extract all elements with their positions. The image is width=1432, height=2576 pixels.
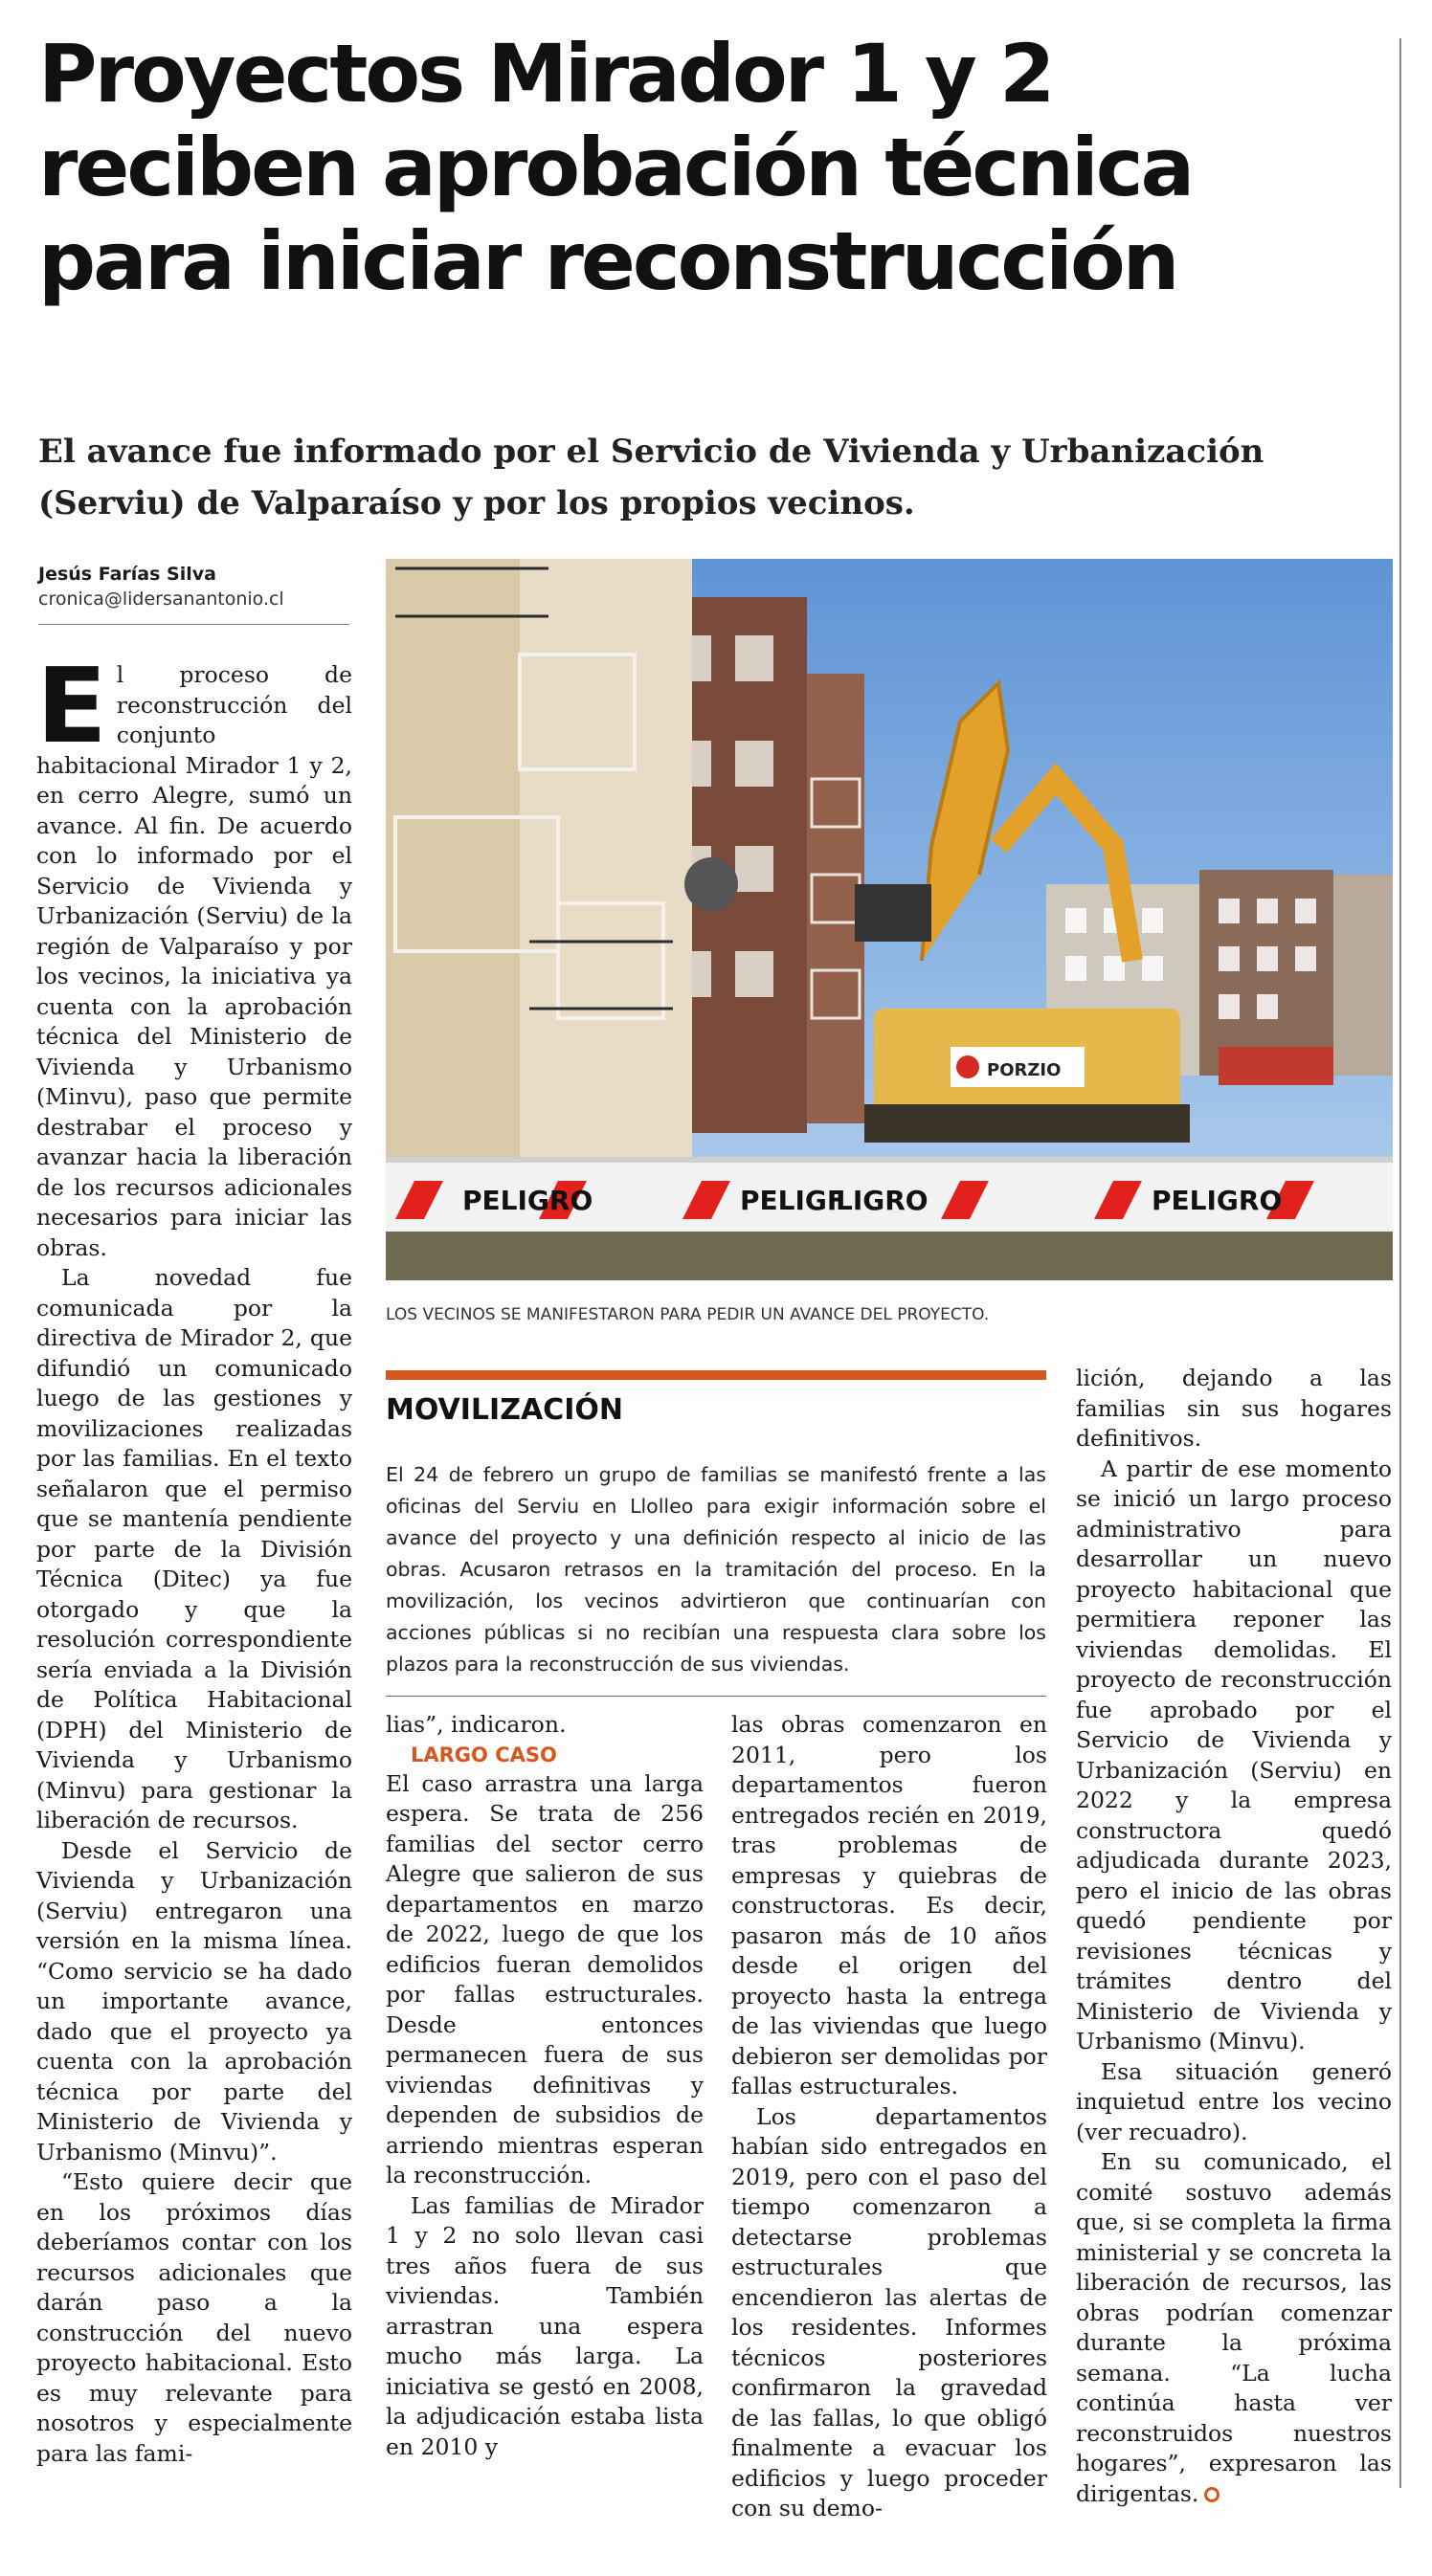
paragraph: lias”, indicaron.: [386, 1711, 567, 1738]
machine-brand: PORZIO: [987, 1060, 1062, 1080]
paragraph: Desde el Servicio de Vivienda y Urbanización (Serviu) entregaron una versión en la misma línea. “Como servicio se ha dado un importante avance, dado que el proyecto ya cuenta con la aprobación técnica por parte del Ministerio de Vivienda y Urbanismo (Minvu)”.: [36, 1836, 352, 2165]
article-column-2: [386, 1710, 704, 2462]
peligro-sign-2: PELIGF: [740, 1185, 846, 1216]
headline-line-2: reciben aprobación técnica: [38, 121, 1193, 214]
porzio-logo-icon: [956, 1055, 979, 1078]
paragraph: Los departamentos habían sido entregados en 2019, pero con el paso del tiempo comenzaron a detectarse problemas estructurales que encendieron las alertas de los residentes. Informes técnicos posteriores confirmaron la gravedad de las fallas, lo que obligó finalmente a evacuar los edificios y luego proceder con su demo-: [731, 2102, 1047, 2521]
peligro-sign-4: PELIGRO: [1152, 1185, 1283, 1216]
byline-divider: [38, 624, 349, 625]
paragraph: [36, 647, 352, 1263]
construction-scene: [386, 559, 1393, 1280]
sidebar-text: El 24 de febrero un grupo de familias se manifestó frente a las oficinas del Serviu en Llolleo para exigir información sobre el avance del proyecto y una definición respecto al inicio de las obras. Acusaron retrasos en la tramitación del proceso. En la movilización, los vecinos advirtieron que continuarían con acciones públicas si no recibían una respuesta clara sobre los plazos para la reconstrucción de sus viviendas.: [386, 1463, 1046, 1676]
sidebar-accent-bar: [386, 1370, 1046, 1380]
author-name: Jesús Farías Silva: [38, 564, 216, 585]
sidebar-divider: [386, 1696, 1046, 1697]
paragraph: La novedad fue comunicada por la directiva de Mirador 2, que difundió un comunicado luego de las gestiones y movilizaciones realizadas por las familias. En el texto señalaron que el permiso que se mantenía pendiente por parte de la División Técnica (Ditec) ya fue otorgado y que la resolución correspondiente sería enviada a la División de Política Habitacional (DPH) del Ministerio de Vivienda y Urbanismo (Minvu) para gestionar la liberación de recursos.: [36, 1264, 352, 1833]
paragraph: El caso arrastra una larga espera. Se trata de 256 familias del sector cerro Alegre que salieron de sus departamentos en marzo de 2022, luego de que los edificios fueran demolidos por fallas estructurales. Desde entonces permanecen fuera de sus viviendas definitivas y dependen de subsidios de arriendo mientras esperan la reconstrucción.: [386, 1769, 704, 2188]
photo-caption: LOS VECINOS SE MANIFESTARON PARA PEDIR UN AVANCE DEL PROYECTO.: [386, 1305, 990, 1324]
paragraph: Esa situación generó inquietud entre los vecino (ver recuadro).: [1076, 2057, 1392, 2145]
paragraph: “Esto quiere decir que en los próximos días deberíamos contar con los recursos adicionales que darán paso a la construcción del nuevo proyecto habitacional. Esto es muy relevante para nosotros y especialmente para las fami-: [36, 2168, 352, 2467]
deck: El avance fue informado por el Servicio de Vivienda y Urbanización (Serviu) de Valparaíso y por los propios vecinos.: [38, 433, 1264, 522]
paragraph-text: l proceso de reconstrucción del conjunto habitacional Mirador 1 y 2, en cerro Alegre, sumó un avance. Al fin. De acuerdo con lo informado por el Servicio de Vivienda y Urbanización (Serviu) de la región de Valparaíso y por los vecinos, la iniciativa ya cuenta con la aprobación técnica del Ministerio de Vivienda y Urbanismo (Minvu), paso que permite destrabar el proceso y avanzar hacia la liberación de los recursos adicionales necesarios para iniciar las obras.: [36, 661, 352, 1261]
article-photo: [386, 559, 1393, 1280]
paragraph: las obras comenzaron en 2011, pero los departamentos fueron entregados recién en 2019, tras problemas de empresas y quiebras de constructoras. Es decir, pasaron más de 10 años desde el origen del proyecto hasta la entrega de las viviendas que luego debieron ser demolidas por fallas estructurales.: [731, 1711, 1047, 2099]
subhead: LARGO CASO: [411, 1743, 557, 1766]
article-column-1: [36, 647, 352, 2469]
paragraph: Las familias de Mirador 1 y 2 no solo llevan casi tres años fuera de sus viviendas. También arrastran una espera mucho más larga. La iniciativa se gestó en 2008, la adjudicación estaba lista en 2010 y: [386, 2191, 704, 2460]
author-email: cronica@lidersanantonio.cl: [38, 588, 284, 610]
byline: [38, 562, 354, 611]
paragraph: lición, dejando a las familias sin sus hogares definitivos.: [1076, 1365, 1392, 1452]
headline: [38, 27, 1388, 308]
sidebar-title: MOVILIZACIÓN: [386, 1393, 623, 1427]
article-column-4: [1076, 1364, 1392, 2509]
paragraph: A partir de ese momento se inició un largo proceso administrativo para desarrollar un nuevo proyecto habitacional que permitiera reponer las viviendas demolidas. El proyecto de reconstrucción fue aprobado por el Servicio de Vivienda y Urbanización (Serviu) en 2022 y la empresa constructora quedó adjudicada durante 2023, pero el inicio de las obras quedó pendiente por revisiones técnicas y trámites dentro del Ministerio de Vivienda y Urbanismo (Minvu).: [1076, 1455, 1392, 2054]
peligro-sign-3: LIGRO: [836, 1185, 929, 1216]
article-column-3: [731, 1710, 1047, 2524]
peligro-sign-1: PELIGRO: [462, 1185, 593, 1216]
paragraph: [1076, 2147, 1392, 2509]
headline-line-1: Proyectos Mirador 1 y 2: [38, 27, 1053, 121]
headline-line-3: para iniciar reconstrucción: [38, 214, 1177, 308]
paragraph-text: En su comunicado, el comité sostuvo además que, si se completa la firma ministerial y se concreta la liberación de recursos, las obras podrían comenzar durante la próxima semana. “La lucha continúa hasta ver reconstruidos nuestros hogares”, expresaron las dirigentas.: [1076, 2148, 1392, 2507]
drop-cap: E: [36, 647, 107, 766]
end-of-article-icon: [1204, 2487, 1219, 2502]
column-rule: [1399, 38, 1401, 2488]
